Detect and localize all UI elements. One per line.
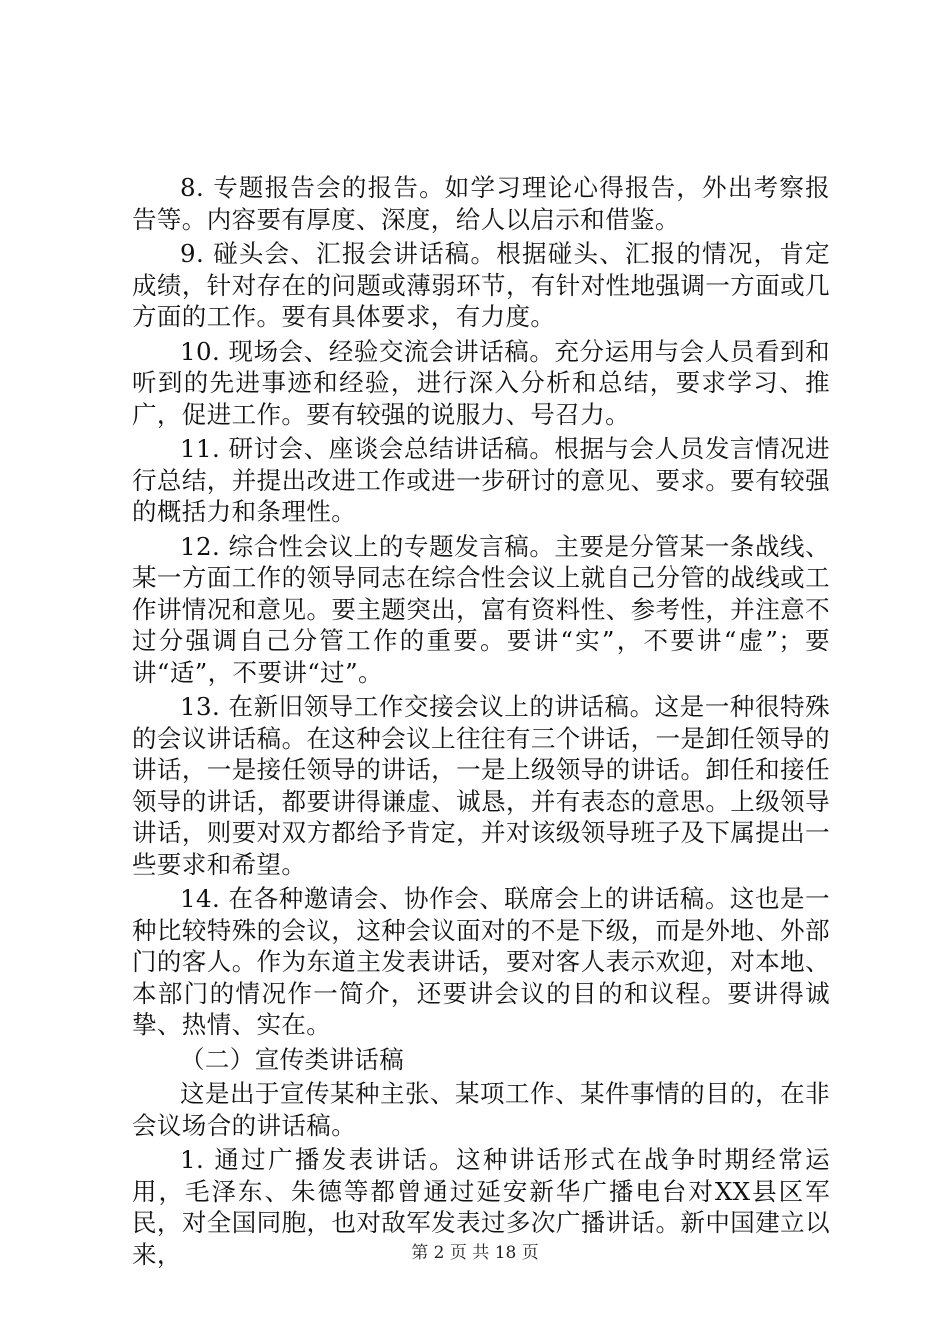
paragraph-propaganda-intro: 这是出于宣传某种主张、某项工作、某件事情的目的，在非会议场合的讲话稿。 [132, 1079, 830, 1140]
paragraph-item-13: 13. 在新旧领导工作交接会议上的讲话稿。这是一种很特殊的会议讲话稿。在这种会议上往往有三个讲话，一是卸任领导的讲话，一是接任领导的讲话，一是上级领导的讲话。卸任和接任领导的讲话，都要讲得谦虚、诚恳，并有表态的意思。上级领导讲话，则要对双方都给予肯定，并对该级领导班子及下属提出一些要求和希望。 [132, 692, 830, 879]
paragraph-item-12: 12. 综合性会议上的专题发言稿。主要是分管某一条战线、某一方面工作的领导同志在综合性会议上就自己分管的战线或工作讲情况和意见。要主题突出，富有资料性、参考性，并注意不过分强调自己分管工作的重要。要讲“实”，不要讲“虚”；要讲“适”，不要讲“过”。 [132, 531, 830, 687]
paragraph-item-10: 10. 现场会、经验交流会讲话稿。充分运用与会人员看到和听到的先进事迹和经验，进行深入分析和总结，要求学习、推广，促进工作。要有较强的说服力、号召力。 [132, 336, 830, 429]
section-heading-propaganda: （二）宣传类讲话稿 [180, 1044, 405, 1074]
paragraph-item-1-broadcast: 1. 通过广播发表讲话。这种讲话形式在战争时期经常运用，毛泽东、朱德等都曾通过延安新华广播电台对XX县区军民，对全国同胞，也对敌军发表过多次广播讲话。新中国建立以来， [132, 1145, 830, 1269]
paragraph-item-8: 8. 专题报告会的报告。如学习理论心得报告，外出考察报告等。内容要有厚度、深度，给人以启示和借鉴。 [132, 173, 830, 234]
document-body [132, 172, 830, 1270]
paragraph-item-14: 14. 在各种邀请会、协作会、联席会上的讲话稿。这也是一种比较特殊的会议，这种会议面对的不是下级，而是外地、外部门的客人。作为东道主发表讲话，要对客人表示欢迎，对本地、本部门的情况作一简介，还要讲会议的目的和议程。要讲得诚挚、热情、实在。 [132, 884, 830, 1039]
page-footer: 第 2 页 共 18 页 [411, 1243, 539, 1263]
paragraph-item-11: 11. 研讨会、座谈会总结讲话稿。根据与会人员发言情况进行总结，并提出改进工作或进一步研讨的意见、要求。要有较强的概括力和条理性。 [132, 434, 830, 526]
paragraph-item-9: 9. 碰头会、汇报会讲话稿。根据碰头、汇报的情况，肯定成绩，针对存在的问题或薄弱环节，有针对性地强调一方面或几方面的工作。要有具体要求，有力度。 [132, 239, 830, 331]
